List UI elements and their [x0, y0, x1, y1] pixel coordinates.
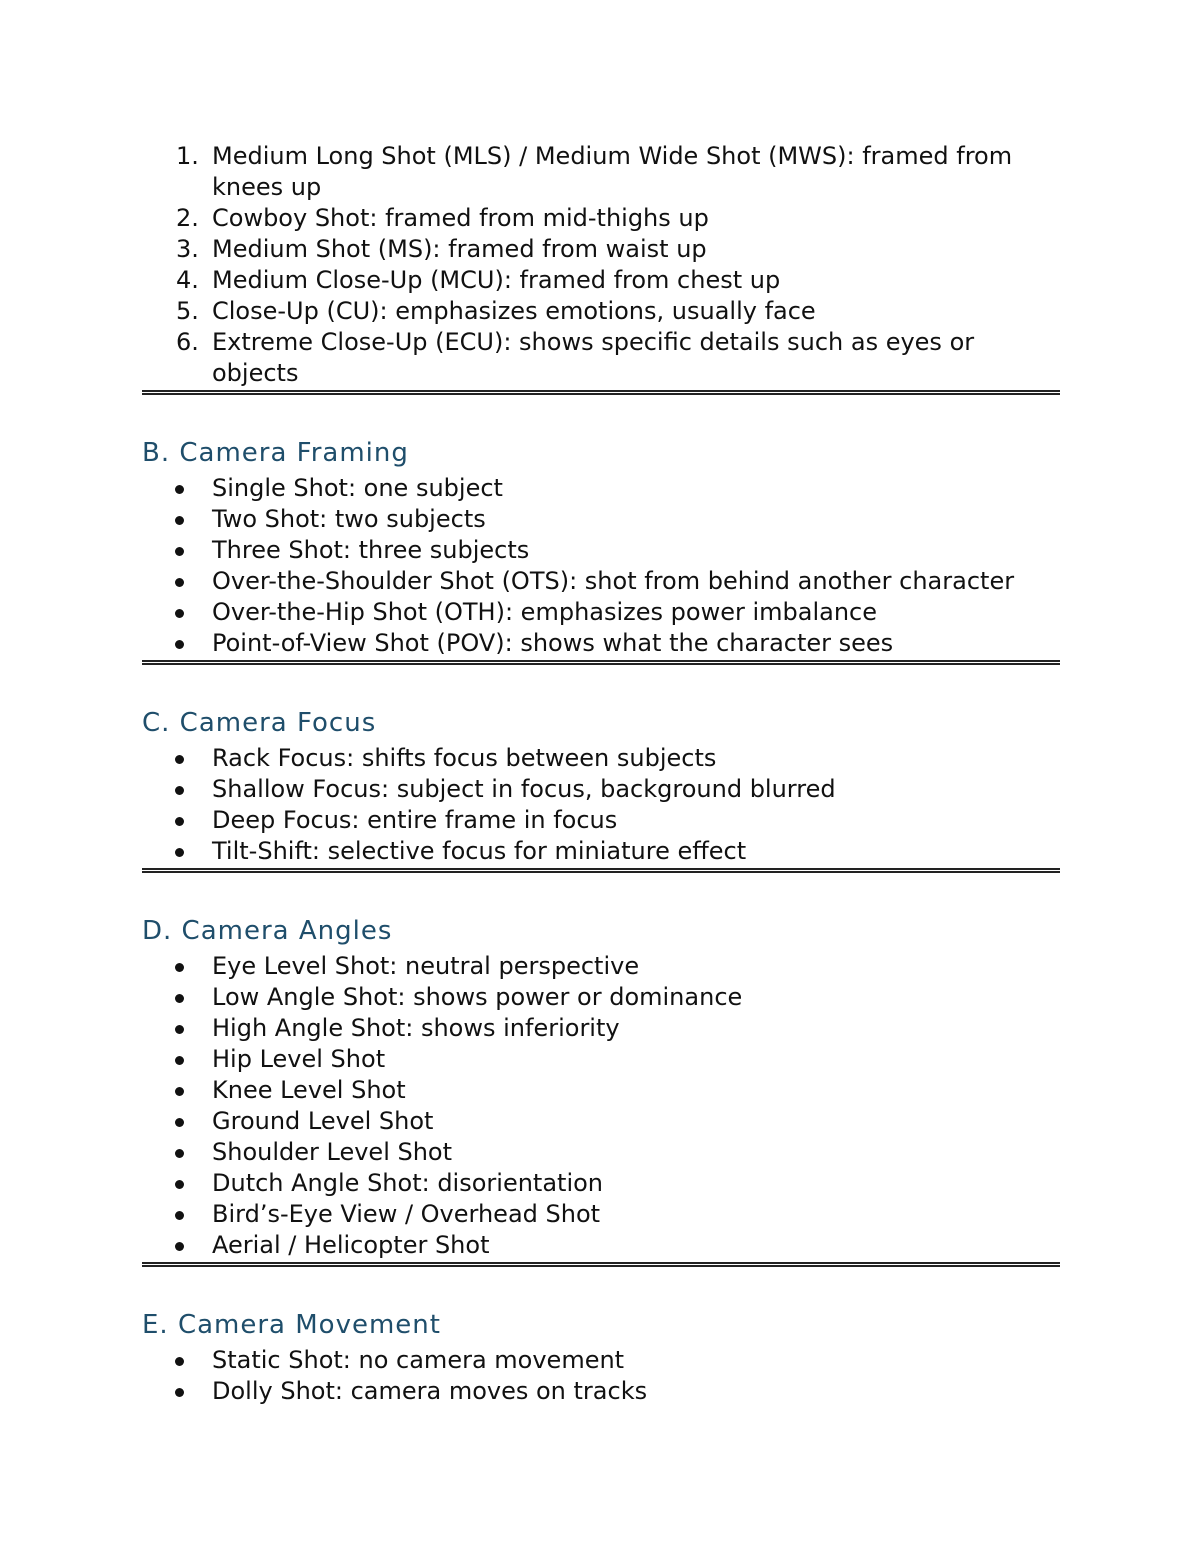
list-item: [142, 473, 1060, 504]
bullet-icon: [175, 516, 184, 525]
list-item: [142, 1106, 1060, 1137]
list-item: [142, 141, 1060, 203]
bullet-icon: [175, 817, 184, 826]
list-item: [142, 327, 1060, 389]
list-item: [142, 1230, 1060, 1261]
bullet-icon: [175, 1149, 184, 1158]
bullet-icon: [175, 609, 184, 618]
list-item: [142, 296, 1060, 327]
list-item: [142, 265, 1060, 296]
list-item-text: Two Shot: two subjects: [212, 505, 486, 533]
section-divider: [142, 660, 1060, 665]
list-item-text: Hip Level Shot: [212, 1045, 386, 1073]
list-item: [142, 566, 1060, 597]
camera-framing-list: [142, 473, 1060, 659]
bullet-icon: [175, 755, 184, 764]
list-item-text: Knee Level Shot: [212, 1076, 406, 1104]
list-item-text: Static Shot: no camera movement: [212, 1346, 625, 1374]
bullet-icon: [175, 547, 184, 556]
list-number: 4.: [176, 266, 199, 294]
camera-focus-list: [142, 743, 1060, 867]
list-item-text: Extreme Close-Up (ECU): shows specific details such as eyes or objects: [212, 328, 975, 387]
camera-movement-list: [142, 1345, 1060, 1407]
list-number: 2.: [176, 204, 199, 232]
list-item-text: High Angle Shot: shows inferiority: [212, 1014, 620, 1042]
section-heading-camera-angles: D. Camera Angles: [142, 916, 393, 946]
list-item-text: Shallow Focus: subject in focus, background blurred: [212, 775, 836, 803]
bullet-icon: [175, 1056, 184, 1065]
list-item: [142, 203, 1060, 234]
list-item-text: Over-the-Shoulder Shot (OTS): shot from behind another character: [212, 567, 1015, 595]
bullet-icon: [175, 1087, 184, 1096]
section-divider: [142, 390, 1060, 395]
camera-angles-list: [142, 951, 1060, 1261]
section-divider: [142, 868, 1060, 873]
list-item-text: Shoulder Level Shot: [212, 1138, 453, 1166]
bullet-icon: [175, 578, 184, 587]
list-item-text: Dolly Shot: camera moves on tracks: [212, 1377, 648, 1405]
list-item-text: Three Shot: three subjects: [212, 536, 530, 564]
list-number: 5.: [176, 297, 199, 325]
bullet-icon: [175, 485, 184, 494]
bullet-icon: [175, 848, 184, 857]
list-item: [142, 836, 1060, 867]
list-item-text: Single Shot: one subject: [212, 474, 503, 502]
list-item: [142, 951, 1060, 982]
section-divider: [142, 1262, 1060, 1267]
list-item: [142, 1013, 1060, 1044]
shot-size-list: [142, 141, 1060, 389]
list-item-text: Rack Focus: shifts focus between subjects: [212, 744, 717, 772]
section-heading-camera-movement: E. Camera Movement: [142, 1310, 441, 1340]
list-item: [142, 628, 1060, 659]
document-content: [142, 141, 1060, 1407]
list-item-text: Eye Level Shot: neutral perspective: [212, 952, 640, 980]
list-item: [142, 1044, 1060, 1075]
list-item: [142, 1199, 1060, 1230]
list-item: [142, 1168, 1060, 1199]
list-item-text: Aerial / Helicopter Shot: [212, 1231, 490, 1259]
list-item: [142, 234, 1060, 265]
list-item: [142, 535, 1060, 566]
list-number: 1.: [176, 142, 199, 170]
list-item-text: Medium Long Shot (MLS) / Medium Wide Shot (MWS): framed from knees up: [212, 142, 1013, 201]
list-number: 6.: [176, 328, 199, 356]
list-item: [142, 597, 1060, 628]
list-number: 3.: [176, 235, 199, 263]
list-item: [142, 774, 1060, 805]
list-item-text: Tilt-Shift: selective focus for miniature effect: [212, 837, 747, 865]
list-item-text: Low Angle Shot: shows power or dominance: [212, 983, 743, 1011]
list-item: [142, 805, 1060, 836]
list-item-text: Cowboy Shot: framed from mid-thighs up: [212, 204, 709, 232]
bullet-icon: [175, 994, 184, 1003]
list-item: [142, 1376, 1060, 1407]
list-item: [142, 504, 1060, 535]
bullet-icon: [175, 1118, 184, 1127]
list-item-text: Deep Focus: entire frame in focus: [212, 806, 618, 834]
list-item: [142, 1075, 1060, 1106]
list-item: [142, 1137, 1060, 1168]
list-item-text: Close-Up (CU): emphasizes emotions, usually face: [212, 297, 816, 325]
list-item: [142, 743, 1060, 774]
bullet-icon: [175, 963, 184, 972]
list-item-text: Dutch Angle Shot: disorientation: [212, 1169, 604, 1197]
list-item: [142, 1345, 1060, 1376]
section-heading-camera-framing: B. Camera Framing: [142, 438, 409, 468]
list-item-text: Medium Shot (MS): framed from waist up: [212, 235, 707, 263]
bullet-icon: [175, 1357, 184, 1366]
bullet-icon: [175, 786, 184, 795]
list-item-text: Ground Level Shot: [212, 1107, 434, 1135]
bullet-icon: [175, 1211, 184, 1220]
bullet-icon: [175, 1180, 184, 1189]
bullet-icon: [175, 1388, 184, 1397]
list-item-text: Bird’s-Eye View / Overhead Shot: [212, 1200, 601, 1228]
bullet-icon: [175, 1242, 184, 1251]
list-item-text: Over-the-Hip Shot (OTH): emphasizes power imbalance: [212, 598, 877, 626]
list-item-text: Medium Close-Up (MCU): framed from chest up: [212, 266, 781, 294]
bullet-icon: [175, 1025, 184, 1034]
section-heading-camera-focus: C. Camera Focus: [142, 708, 377, 738]
bullet-icon: [175, 640, 184, 649]
list-item-text: Point-of-View Shot (POV): shows what the character sees: [212, 629, 894, 657]
list-item: [142, 982, 1060, 1013]
